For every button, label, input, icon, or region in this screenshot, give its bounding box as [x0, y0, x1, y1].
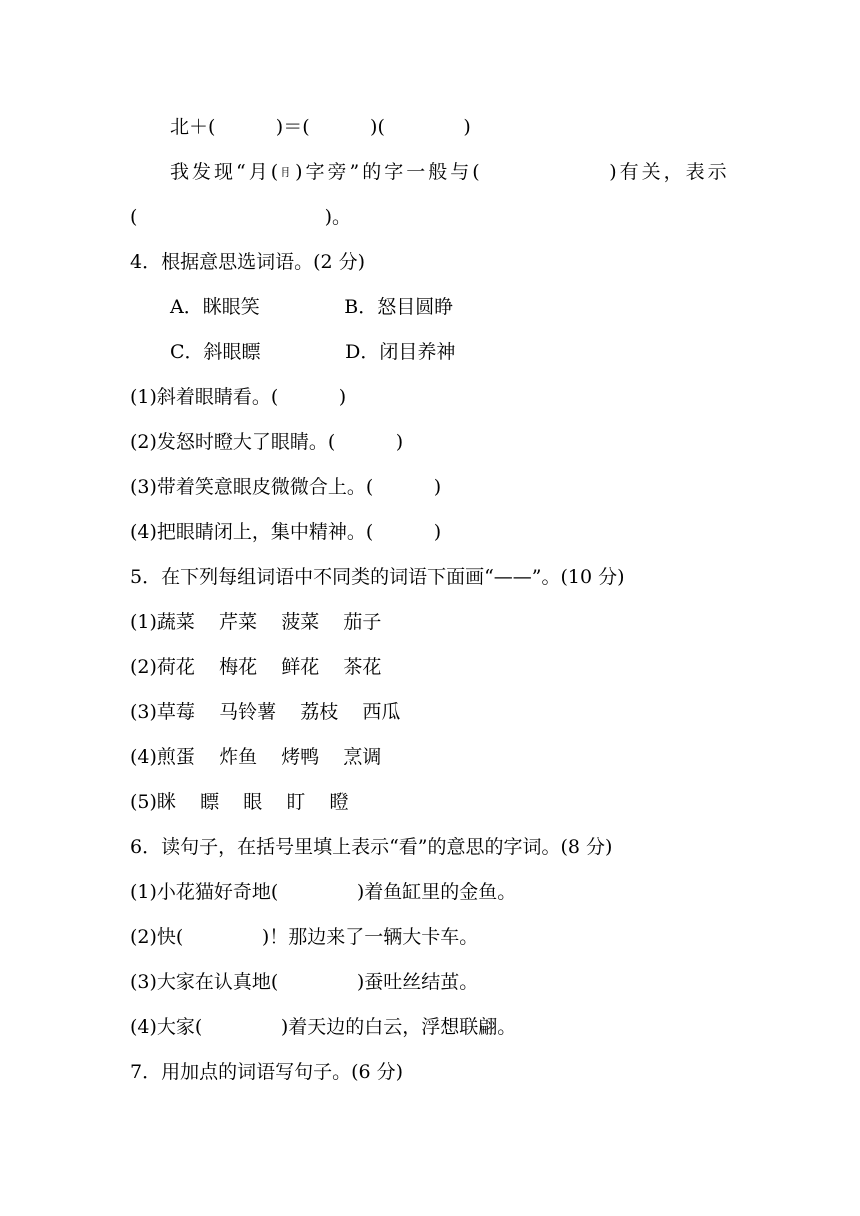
q6-item: (3)大家在认真地( )蚕吐丝结茧。	[130, 971, 479, 993]
q5-item: (5)眯 瞟 眼 盯 瞪	[130, 791, 349, 813]
q4-item: (2)发怒时瞪大了眼睛。( )	[130, 431, 404, 453]
q6-title: 6．读句子，在括号里填上表示“看”的意思的字词。(8 分)	[130, 836, 613, 858]
q6-item: (1)小花猫好奇地( )着鱼缸里的金鱼。	[130, 881, 517, 903]
moon-radical-glyph: ⺝	[281, 166, 296, 179]
finding-suffix: )字旁”的字一般与( )有关，表示	[295, 161, 730, 183]
q7-title: 7．用加点的词语写句子。(6 分)	[130, 1061, 404, 1083]
q4-item: (1)斜着眼睛看。( )	[130, 386, 347, 408]
q5-item: (4)煎蛋 炸鱼 烤鸭 烹调	[130, 746, 382, 768]
equation-line: 北＋( )＝( )( )	[170, 116, 471, 138]
q4-option-row: C．斜眼瞟 D．闭目养神	[170, 341, 456, 363]
q4-option-row: A．眯眼笑 B．怒目圆睁	[170, 296, 454, 318]
q4-item: (3)带着笑意眼皮微微合上。( )	[130, 476, 442, 498]
finding-continuation: ( )。	[130, 206, 352, 228]
q6-item: (2)快( )！那边来了一辆大卡车。	[130, 926, 479, 948]
q5-title: 5．在下列每组词语中不同类的词语下面画“——”。(10 分)	[130, 566, 625, 588]
finding-prefix: 我发现“月(	[170, 161, 282, 183]
q5-item: (3)草莓 马铃薯 荔枝 西瓜	[130, 701, 401, 723]
q4-title: 4．根据意思选词语。(2 分)	[130, 251, 366, 273]
q5-item: (2)荷花 梅花 鲜花 茶花	[130, 656, 382, 678]
finding-line	[170, 159, 730, 186]
q6-item: (4)大家( )着天边的白云，浮想联翩。	[130, 1016, 517, 1038]
q5-item: (1)蔬菜 芹菜 菠菜 茄子	[130, 611, 382, 633]
q4-item: (4)把眼睛闭上，集中精神。( )	[130, 521, 442, 543]
